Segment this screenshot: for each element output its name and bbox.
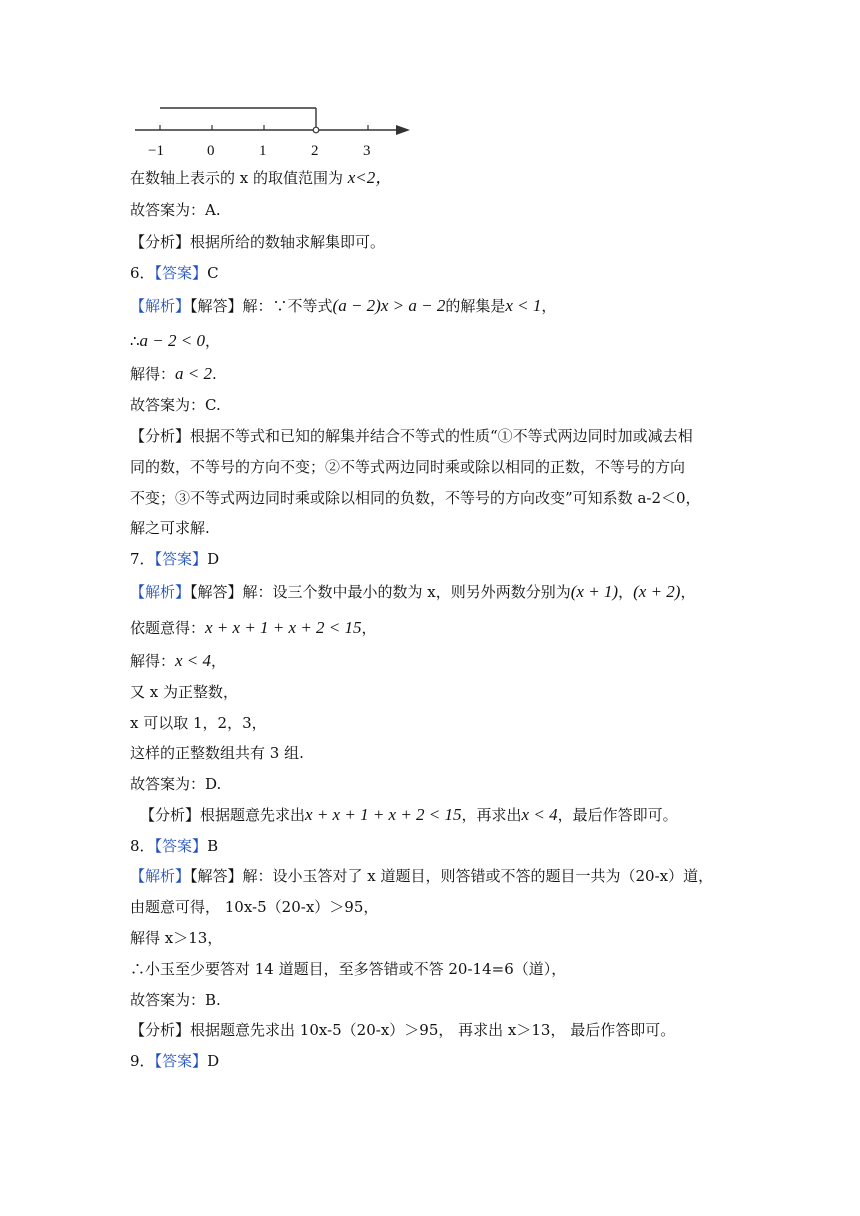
q8-step1: 由题意可得， 10x-5（20-x）＞95， <box>130 898 379 916</box>
number-line-arrow <box>396 125 410 135</box>
tick-label: −1 <box>148 143 164 159</box>
q7-step4: x 可以取 1，2，3， <box>130 714 267 732</box>
q6-answer-line: 故答案为：C. <box>130 396 221 414</box>
q7-solution-line: 【解析】【解答】解：设三个数中最小的数为 x，则另外两数分别为(x + 1)，(x + 2)， <box>130 582 696 601</box>
open-circle-at-2 <box>313 127 319 133</box>
q9-header: 9．【答案】D <box>130 1052 220 1070</box>
q7-answer-line: 故答案为：D. <box>130 775 222 793</box>
q8-solution-line: 【解析】【解答】解：设小玉答对了 x 道题目，则答错或不答的题目一共为（20-x）道， <box>130 867 714 885</box>
q8-answer-line: 故答案为：B. <box>130 991 221 1009</box>
q5-answer-line: 故答案为：A. <box>130 201 221 219</box>
tick-label: 2 <box>311 143 319 159</box>
q6-step2: 解得：a < 2. <box>130 364 217 383</box>
answer-tag: 【答案】 <box>154 550 208 568</box>
q6-analysis-l3: 不变；③不等式两边同时乘或除以相同的负数，不等号的方向改变”可知系数 a-2＜0， <box>130 489 701 507</box>
q6-step1: ∴a − 2 < 0， <box>130 331 221 350</box>
q8-step3: ∴小玉至少要答对 14 道题目，至多答错或不答 20-14=6（道）， <box>130 960 567 978</box>
tick-label: 3 <box>363 143 371 159</box>
q8-analysis-line: 【分析】根据题意先求出 10x-5（20-x）＞95， 再求出 x＞13， 最后作答即可。 <box>130 1021 676 1039</box>
answer-tag: 【答案】 <box>154 1052 208 1070</box>
q6-analysis-l2: 同的数，不等号的方向不变；②不等式两边同时乘或除以相同的正数，不等号的方向 <box>130 458 686 476</box>
number-line-figure <box>130 100 420 162</box>
q7-analysis-line: 【分析】根据题意先求出x + x + 1 + x + 2 < 15，再求出x < 4，最后作答即可。 <box>140 805 678 824</box>
q6-analysis-l4: 解之可求解. <box>130 519 210 537</box>
q8-header: 8．【答案】B <box>130 837 219 855</box>
q7-step1: 依题意得：x + x + 1 + x + 2 < 15， <box>130 618 377 637</box>
q8-step2: 解得 x＞13， <box>130 929 223 947</box>
q6-solution-line: 【解析】【解答】解：∵不等式(a − 2)x > a − 2的解集是x < 1， <box>130 296 557 315</box>
jiexi-tag: 【解析】 <box>130 867 191 885</box>
q5-analysis-line: 【分析】根据所给的数轴求解集即可。 <box>130 233 386 251</box>
jiexi-tag: 【解析】 <box>130 583 191 601</box>
tick-label: 1 <box>259 143 267 159</box>
tick-label: 0 <box>207 143 215 159</box>
q6-header: 6．【答案】C <box>130 264 219 282</box>
q7-step3: 又 x 为正整数， <box>130 683 238 701</box>
answer-tag: 【答案】 <box>154 264 208 282</box>
q7-step2: 解得：x < 4， <box>130 651 227 670</box>
q7-header: 7．【答案】D <box>130 550 220 568</box>
answer-tag: 【答案】 <box>154 837 208 855</box>
q6-analysis-l1: 【分析】根据不等式和已知的解集并结合不等式的性质“①不等式两边同时加或减去相 <box>130 427 693 445</box>
jiexi-tag: 【解析】 <box>130 297 191 315</box>
q7-step5: 这样的正整数组共有 3 组. <box>130 744 304 762</box>
q5-range-line: 在数轴上表示的 x 的取值范围为 x<2， <box>130 168 393 187</box>
